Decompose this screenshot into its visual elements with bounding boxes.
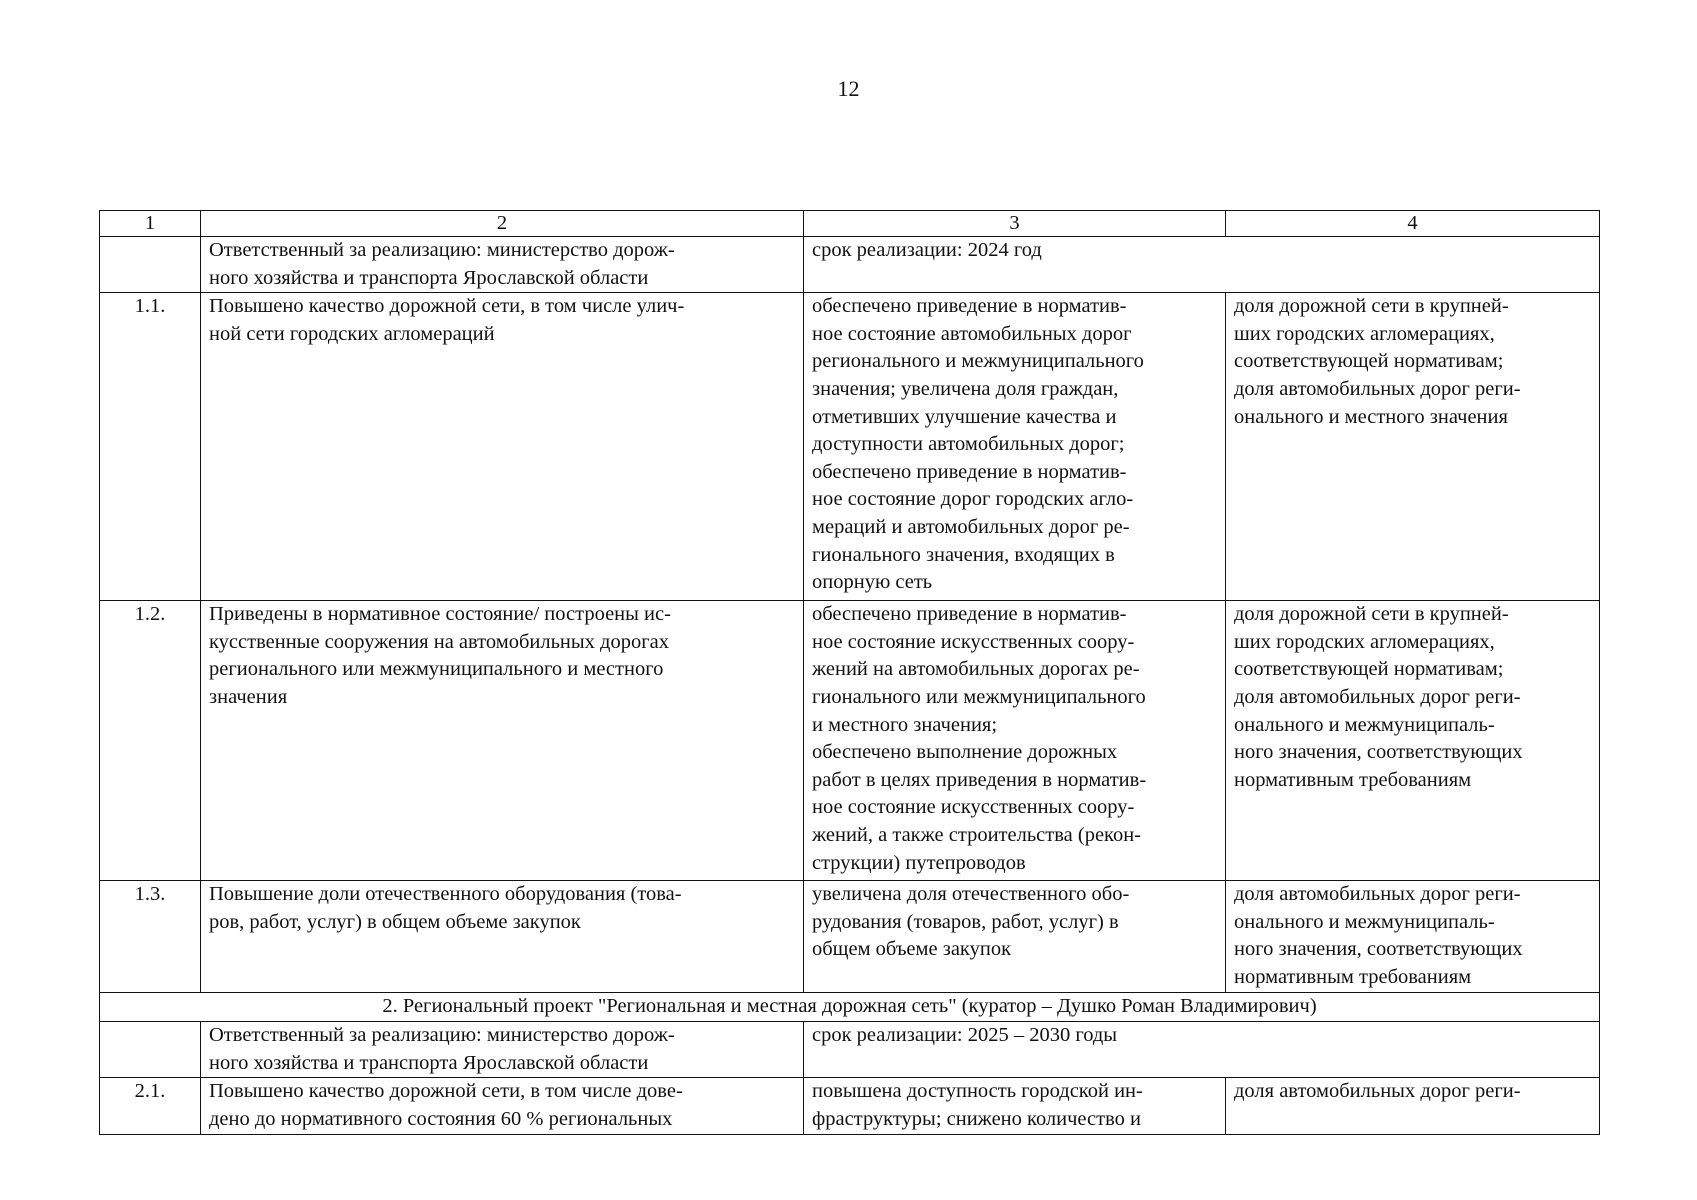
task-cell [201,1078,804,1135]
indicator-cell [1226,1078,1600,1135]
deadline-cell [804,1022,1600,1078]
indicator-text: доля автомобильных дорог реги- [1234,1080,1521,1103]
row-number: 2.1. [100,1078,201,1135]
responsible-text: Ответственный за реализацию: министерство дорож- ного хозяйства и транспорта Ярославской области [209,1024,675,1074]
result-text: обеспечено приведение в норматив- ное состояние автомобильных дорог регионального и межмуниципального значения; увеличена доля граждан, отметивших улучшение качества и доступности автомобильных дорог; обеспечено приведение в норматив- ное состояние дорог городских агло- мераций и автомобильных дорог ре- гионального значения, входящих в опорную сеть [812,295,1144,594]
column-number-row [100,211,1600,237]
task-cell [201,601,804,881]
deadline-cell [804,237,1600,293]
table-row [100,293,1600,601]
row-number: 1.1. [100,293,201,601]
responsible-text: Ответственный за реализацию: министерство дорож- ного хозяйства и транспорта Ярославской области [209,239,675,289]
empty-cell [100,237,201,293]
column-number: 4 [1226,211,1600,237]
result-text: увеличена доля отечественного обо- рудования (товаров, работ, услуг) в общем объеме закупок [812,883,1130,961]
result-text: повышена доступность городской ин- фраструктуры; снижено количество и [812,1080,1143,1130]
result-text: обеспечено приведение в норматив- ное состояние искусственных соору- жений на автомобильных дорогах ре- гионального или межмуниципального и местного значения; обеспечено выполнение дорожных работ в целях приведения в норматив- ное состояние искусственных соору- жений, а также строительства (рекон- струкции) путепроводов [812,603,1147,874]
result-cell [804,293,1226,601]
deadline-text: срок реализации: 2024 год [812,239,1042,261]
task-text: Повышение доли отечественного оборудования (това- ров, работ, услуг) в общем объеме закупок [209,883,682,933]
row-number: 1.3. [100,881,201,993]
table-row [100,601,1600,881]
result-cell [804,881,1226,993]
column-number: 2 [201,211,804,237]
indicator-text: доля автомобильных дорог реги- онального и межмуниципаль- ного значения, соответствующих нормативным требованиям [1234,883,1523,988]
page-number: 12 [837,76,860,101]
results-table [99,210,1600,1135]
column-number: 3 [804,211,1226,237]
responsible-row [100,237,1600,293]
indicator-cell [1226,293,1600,601]
responsible-cell [201,237,804,293]
task-text: Приведены в нормативное состояние/ построены ис- кусственные сооружения на автомобильных дорогах регионального или межмуниципального и местного значения [209,603,671,708]
column-number: 1 [100,211,201,237]
result-cell [804,1078,1226,1135]
indicator-text: доля дорожной сети в крупней- ших городских агломерациях, соответствующей нормативам; доля автомобильных дорог реги- онального и межмуниципаль- ного значения, соответствующих нормативным требованиям [1234,603,1523,791]
responsible-row [100,1022,1600,1078]
responsible-cell [201,1022,804,1078]
deadline-text: срок реализации: 2025 – 2030 годы [812,1024,1118,1047]
task-text: Повышено качество дорожной сети, в том числе дове- дено до нормативного состояния 60 % региональных [209,1080,683,1130]
indicator-cell [1226,601,1600,881]
result-cell [804,601,1226,881]
empty-cell [100,1022,201,1078]
indicator-text: доля дорожной сети в крупней- ших городских агломерациях, соответствующей нормативам; доля автомобильных дорог реги- онального и местного значения [1234,295,1521,428]
indicator-cell [1226,881,1600,993]
section-header-row [100,993,1600,1022]
task-text: Повышено качество дорожной сети, в том числе улич- ной сети городских агломераций [209,295,685,345]
task-cell [201,881,804,993]
table-row [100,881,1600,993]
table-row [100,1078,1600,1135]
row-number: 1.2. [100,601,201,881]
task-cell [201,293,804,601]
section-title: 2. Региональный проект "Региональная и местная дорожная сеть" (куратор – Душко Роман Владимирович) [100,993,1600,1022]
